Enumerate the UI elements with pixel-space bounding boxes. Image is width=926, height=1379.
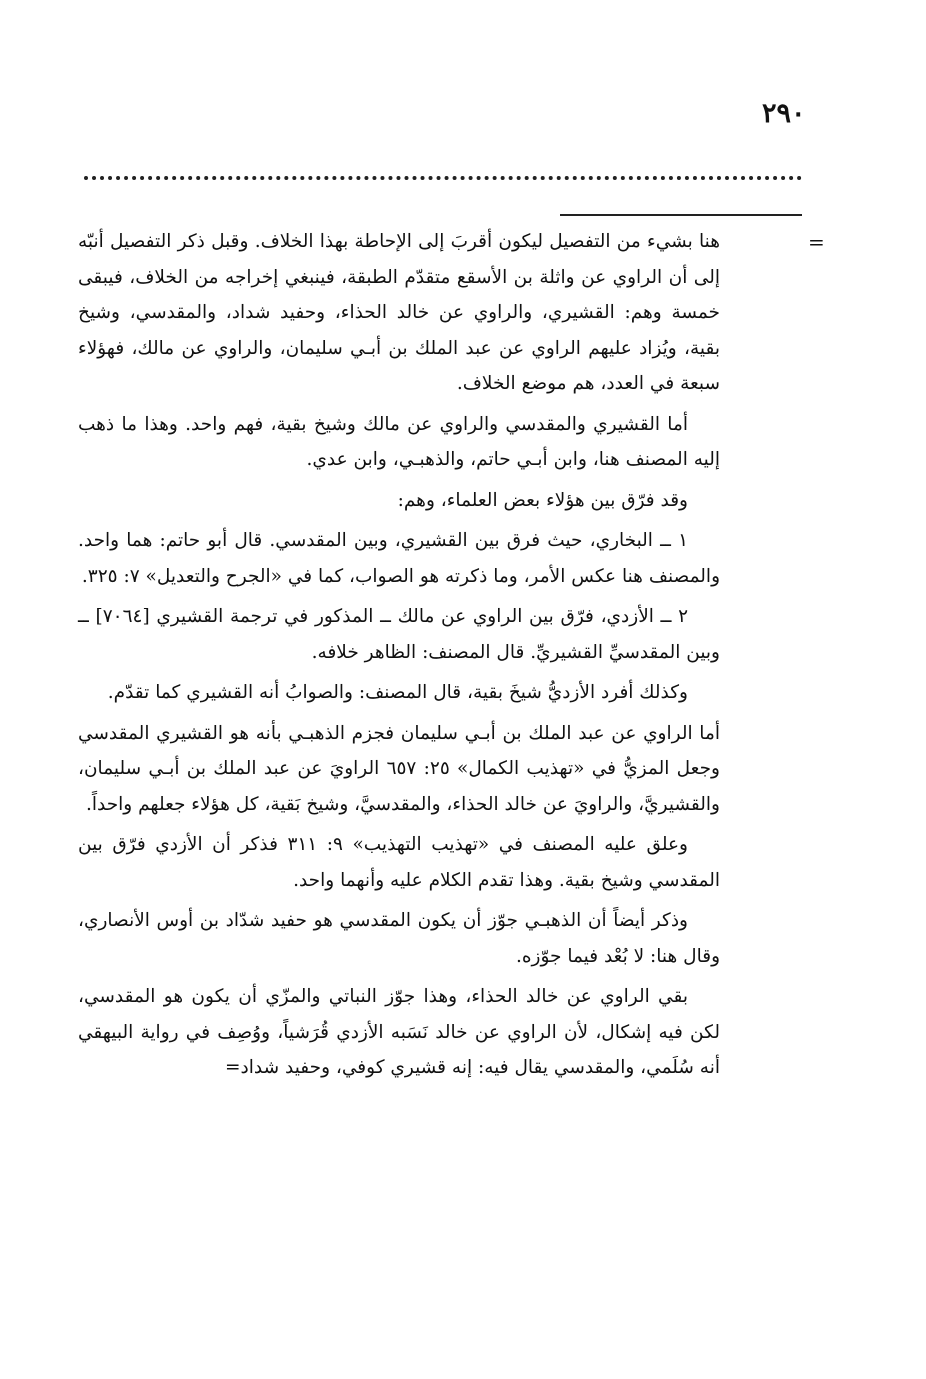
paragraph: أما القشيري والمقدسي والراوي عن مالك وشيخ بقية، فهم واحد. وهذا ما ذهب إليه المصنف هنا، وابن أبـي حاتم، والذهبـي، وابن عدي. — [78, 413, 720, 470]
paragraph: وكذلك أفرد الأزديُّ شيخَ بقية، قال المصنف: والصوابُ أنه القشيري كما تقدّم. — [107, 682, 688, 703]
paragraph: ٢ ــ الأزدي، فرّق بين الراوي عن مالك ــ المذكور في ترجمة القشيري [٧٠٦٤] ــ وبين المقدسيِّ القشيريِّ. قال المصنف: الظاهر خلافه. — [78, 606, 720, 663]
paragraph: وقد فرّق بين هؤلاء بعض العلماء، وهم: — [397, 489, 688, 511]
dotted-separator — [84, 176, 802, 180]
page-number: ٢٩٠ — [762, 98, 806, 129]
continuation-mark: = — [808, 230, 825, 254]
paragraph: ١ ــ البخاري، حيث فرق بين القشيري، وبين المقدسي. قال أبو حاتم: هما واحد. والمصنف هنا عكس الأمر، وما ذكرته هو الصواب، كما في «الجرح والتعديل» ٧: ٣٢٥. — [78, 530, 720, 587]
paragraph: بقي الراوي عن خالد الحذاء، وهذا جوّز النباتي والمزّي أن يكون هو المقدسي، لكن فيه إشكال، لأن الراوي عن خالد نَسَبه الأزدي قُرَشياً، ووُصِف في رواية البيهقي أنه سُلَمي، والمقدسي يقال فيه: إنه قشيري كوفي، وحفيد شداد= — [78, 986, 720, 1078]
paragraph: وعلق عليه المصنف في «تهذيب التهذيب» ٩: ٣١١ فذكر أن الأزدي فرّق بين المقدسي وشيخ بقية. وهذا تقدم الكلام عليه وأنهما واحد. — [78, 834, 720, 891]
paragraph: هنا بشيء من التفصيل ليكون أقربَ إلى الإحاطة بهذا الخلاف. وقبل ذكر التفصيل أنبّه إلى أن الراوي عن واثلة بن الأسقع متقدّم الطبقة، فينبغي إخراجه من الخلاف، فيبقى خمسة وهم: القشيري، والراوي عن خالد الحذاء، وحفيد شداد، والمقدسي، وشيخ بقية، ويُزاد عليهم الراوي عن عبد الملك بن أبـي سليمان، والراوي عن مالك، فهؤلاء سبعة في العدد، هم موضع الخلاف. — [78, 231, 720, 394]
paragraph: وذكر أيضاً أن الذهبـي جوّز أن يكون المقدسي هو حفيد شدّاد بن أوس الأنصاري، وقال هنا: لا بُعْد فيما جوّزه. — [78, 910, 720, 967]
body-text — [78, 224, 720, 1091]
footnote-rule — [560, 214, 802, 216]
paragraph: أما الراوي عن عبد الملك بن أبـي سليمان فجزم الذهبـي بأنه هو القشيري المقدسي وجعل المزيُّ في «تهذيب الكمال» ٢٥: ٦٥٧ الراويَ عن عبد الملك بن أبـي سليمان، والقشيريَّ، والراويَ عن خالد الحذاء، والمقدسيَّ، وشيخ بَقية، كل هؤلاء جعلهم واحداً. — [78, 722, 720, 815]
